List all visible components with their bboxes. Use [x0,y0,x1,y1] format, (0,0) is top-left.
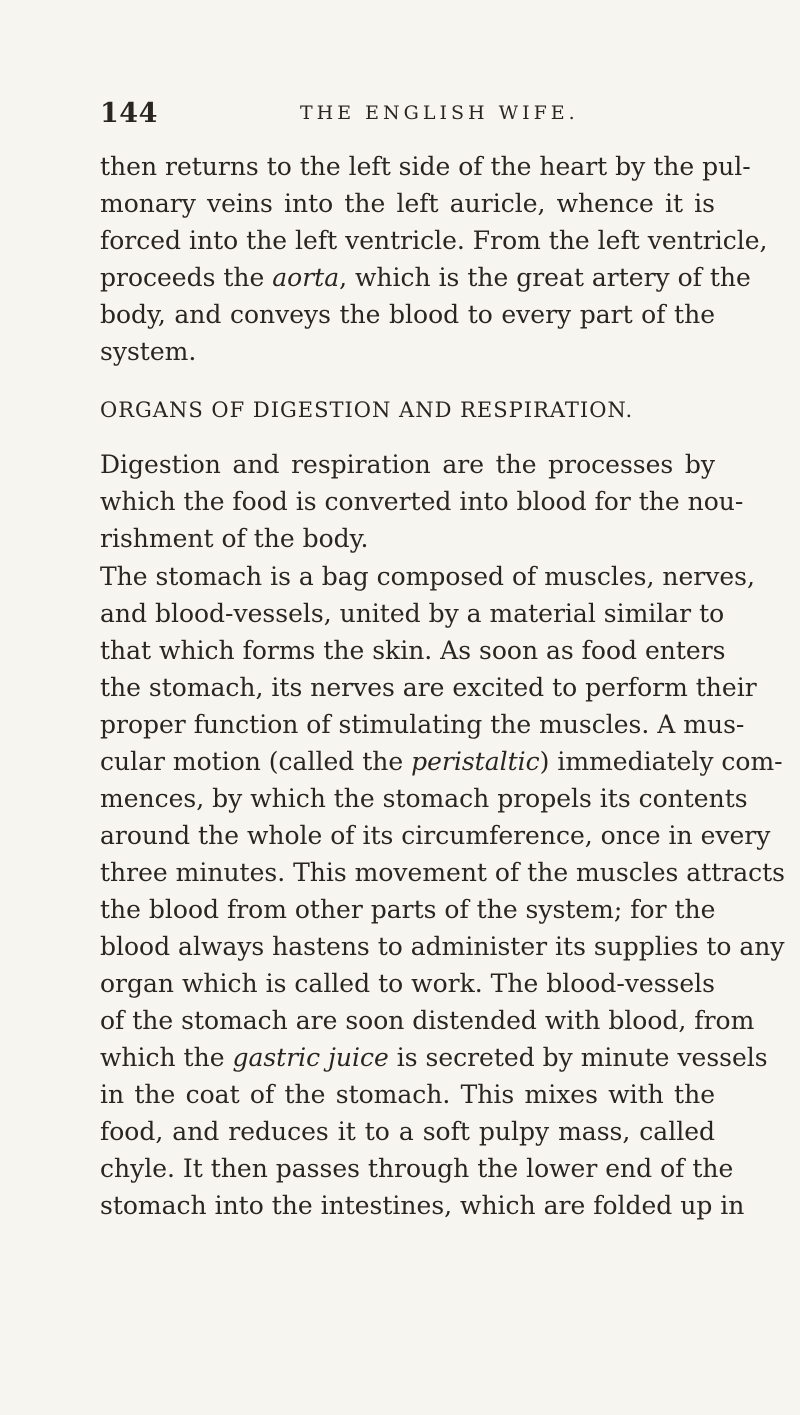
text-run: is secreted by minute vessels [388,1043,768,1072]
text-line: which the food is converted into blood for the nou- [100,487,744,516]
text-run: , which is the great artery of the [339,263,751,292]
text-line: system. [100,337,197,366]
text-line: The stomach is a bag composed of muscles, nerves, [100,562,755,591]
text-run: which the [100,1043,233,1072]
text-line: food, and reduces it to a soft pulpy mass, called [100,1117,715,1146]
running-title: THE ENGLISH WIFE. [300,102,579,124]
italic-term-peristaltic: peristaltic [411,747,540,776]
text-line [100,261,751,295]
text-line: proper function of stimulating the muscles. A mus- [100,710,745,739]
text-run: cular motion (called the [100,747,412,776]
text-line: chyle. It then passes through the lower end of the [100,1154,734,1183]
text-line: blood always hastens to administer its supplies to any [100,932,785,961]
text-line: then returns to the left side of the heart by the pul- [100,152,751,181]
text-line: organ which is called to work. The blood-vessels [100,969,715,998]
text-line: of the stomach are soon distended with blood, from [100,1006,755,1035]
text-line [100,745,783,779]
text-line: body, and conveys the blood to every part of the [100,300,715,329]
text-line: mences, by which the stomach propels its contents [100,784,748,813]
running-head [100,98,720,134]
text-line: around the whole of its circumference, once in every [100,821,771,850]
section-heading: ORGANS OF DIGESTION AND RESPIRATION. [100,398,634,422]
text-run: ) immediately com- [539,747,783,776]
italic-term-gastric-juice: gastric juice [232,1043,389,1072]
text-line: three minutes. This movement of the muscles attracts [100,858,785,887]
text-run: proceeds the [100,263,273,292]
text-line: forced into the left ventricle. From the left ventricle, [100,226,768,255]
text-line: that which forms the skin. As soon as food enters [100,636,726,665]
text-line: stomach into the intestines, which are folded up in [100,1191,745,1220]
text-line: in the coat of the stomach. This mixes with the [100,1080,715,1109]
text-line: Digestion and respiration are the processes by [100,450,715,479]
text-line: the blood from other parts of the system; for the [100,895,716,924]
text-line [100,1041,768,1075]
text-line: and blood-vessels, united by a material similar to [100,599,725,628]
text-line: rishment of the body. [100,524,369,553]
text-line: monary veins into the left auricle, whence it is [100,189,715,218]
text-line: the stomach, its nerves are excited to perform their [100,673,757,702]
page-number: 144 [100,98,158,129]
italic-term-aorta: aorta [272,263,340,292]
